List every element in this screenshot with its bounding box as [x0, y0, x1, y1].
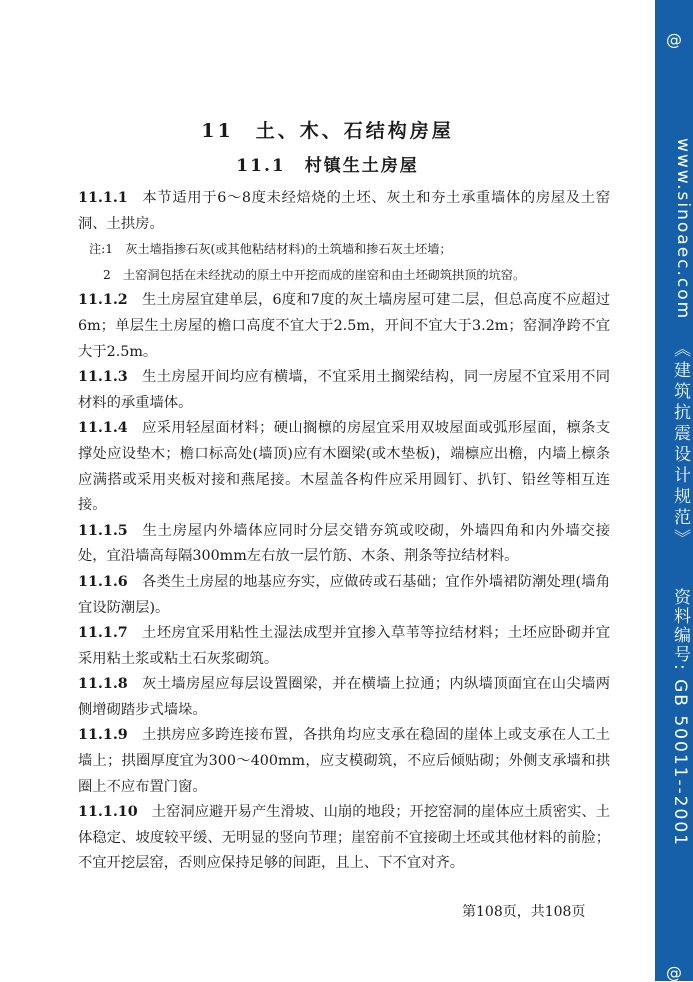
clause-11-1-3 — [78, 365, 610, 416]
watermark-sidebar — [655, 0, 693, 981]
clause-number: 11.1.2 — [78, 292, 128, 309]
note-1: 注:1 灰土墙指掺石灰(或其他粘结材料)的土筑墙和掺石灰土坯墙； — [89, 242, 452, 257]
clause-11-1-5 — [78, 519, 610, 570]
page-footer: 第108页，共108页 — [462, 904, 586, 920]
clause-number: 11.1.7 — [78, 625, 128, 642]
sidebar-site-url: www.sinoaec.com — [673, 138, 693, 321]
clause-11-1-8 — [78, 672, 610, 723]
clause-11-1-6 — [78, 570, 610, 621]
clause-number: 11.1.3 — [78, 369, 128, 386]
section-title: 11.1 村镇生土房屋 — [236, 156, 419, 176]
clause-text: 土窑洞应避开易产生滑坡、山崩的地段；开挖窑洞的崖体应土质密实、土体稳定、坡度较平缓、无明显的竖向节理；崖窑前不宜接砌土坯或其他材料的前脸；不宜开挖层窑，否则应保持足够的间距，且上、下不宜对齐。 — [78, 804, 610, 872]
clause-11-1-7 — [78, 621, 610, 672]
clause-text: 土坯房宜采用粘性土湿法成型并宜掺入草苇等拉结材料；土坯应卧砌并宜采用粘土浆或粘土石灰浆砌筑。 — [78, 625, 610, 667]
at-icon-top: @ — [666, 30, 682, 49]
clause-text: 应采用轻屋面材料；硬山搁檩的房屋宜采用双坡屋面或弧形屋面，檩条支撑处应设垫木；檐口标高处(墙顶)应有木圈梁(或木垫板)，端檩应出檐，内墙上檩条应满搭或采用夹板对接和燕尾接。木屋盖各构件应采用圆钉、扒钉、铅丝等相互连接。 — [78, 420, 610, 514]
clause-11-1-4 — [78, 416, 610, 518]
clause-number: 11.1.8 — [78, 676, 128, 693]
clause-number: 11.1.1 — [78, 190, 128, 206]
clause-text: 本节适用于6～8度未经焙烧的土坯、灰土和夯土承重墙体的房屋及土窑洞、土拱房。 — [78, 190, 610, 232]
clause-number: 11.1.9 — [78, 727, 128, 744]
clause-number: 11.1.5 — [78, 522, 128, 539]
clause-text: 生土房屋内外墙体应同时分层交错夯筑或咬砌，外墙四角和内外墙交接处，宜沿墙高每隔300mm左右放一层竹筋、木条、荆条等拉结材料。 — [78, 522, 610, 565]
note-2: 2 土窑洞包括在未经扰动的原土中开挖而成的崖窑和由土坯砌筑拱顶的坑窑。 — [103, 267, 526, 282]
clause-number: 11.1.4 — [78, 420, 128, 437]
clause-11-1-10 — [78, 800, 610, 877]
chapter-title: 11 土、木、石结构房屋 — [201, 120, 454, 142]
clause-11-1-1 — [78, 186, 610, 237]
clause-number: 11.1.10 — [78, 804, 138, 821]
clause-text: 生土房屋开间均应有横墙，不宜采用土搁梁结构，同一房屋不宜采用不同材料的承重墙体。 — [78, 369, 610, 411]
at-icon-bottom: @ — [666, 963, 682, 982]
clause-text: 土拱房应多跨连接布置，各拱角均应支承在稳固的崖体上或支承在人工土墙上；拱圈厚度宜为300～400mm，应支模砌筑，不应后倾贴砌；外侧支承墙和拱圈上不应布置门窗。 — [78, 727, 610, 795]
clause-text: 各类生土房屋的地基应夯实，应做砖或石基础；宜作外墙裙防潮处理(墙角宜设防潮层)。 — [78, 573, 610, 616]
clause-11-1-9 — [78, 723, 610, 800]
clause-text: 生土房屋宜建单层，6度和7度的灰土墙房屋可建二层，但总高度不应超过6m；单层生土房屋的檐口高度不宜大于2.5m，开间不宜大于3.2m；窑洞净跨不宜大于2.5m。 — [78, 292, 610, 360]
clause-number: 11.1.6 — [78, 573, 128, 590]
clause-text: 灰土墙房屋应每层设置圈梁，并在横墙上拉通；内纵墙顶面宜在山尖墙两侧增砌踏步式墙垛。 — [78, 676, 610, 718]
sidebar-standard-title: 《建筑抗震设计规范》 — [670, 340, 690, 550]
clause-11-1-2 — [78, 288, 610, 365]
body-text — [78, 186, 610, 877]
sidebar-document-code: 资料编号: GB 50011--2001 — [670, 588, 690, 847]
